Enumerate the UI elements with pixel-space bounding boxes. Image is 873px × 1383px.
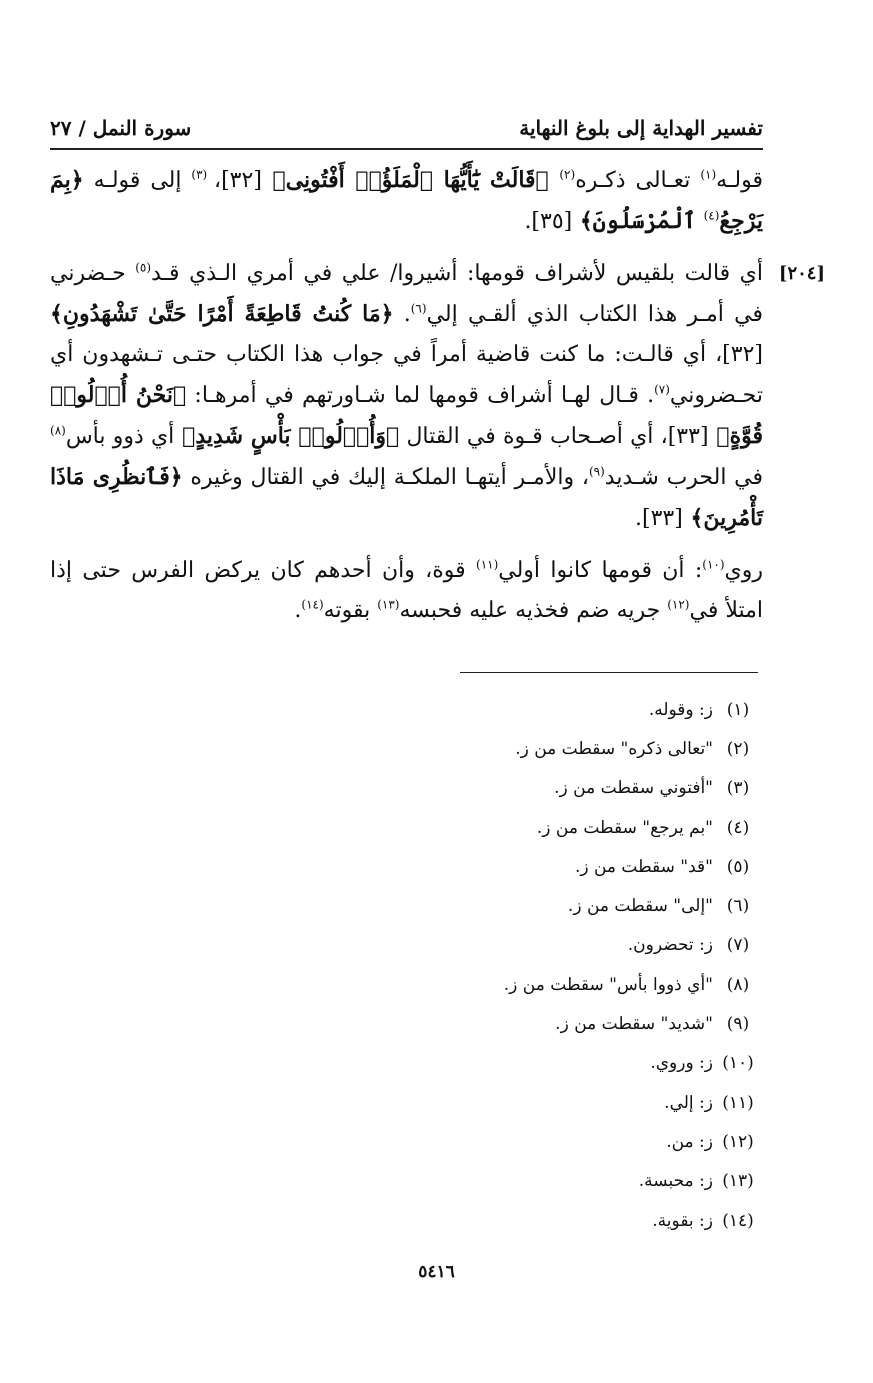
footnote-text: ز: تحضرون. — [627, 935, 713, 956]
text-span: إلى قولـه — [83, 168, 192, 193]
footnote-text: "أفتوني سقطت من ز. — [554, 778, 713, 799]
text-span: قوة، وأن أحدهم كان يركض الفرس حتى إذا امتلأ في — [50, 558, 763, 623]
footnote-text: ز: بقوية. — [652, 1210, 713, 1231]
quran-verse: ﴿قَالَتْ يَٰٓأَيُّهَا ٱلْمَلَؤُا۟ أَفْتُونِى﴾ — [261, 167, 560, 193]
footnote-number: (٣) — [726, 778, 750, 799]
footnotes-list — [343, 690, 763, 1240]
text-span: جريه ضم فخذيه عليه فحبسه — [399, 598, 668, 623]
footnote-marker: (١٢) — [667, 597, 690, 612]
footnote-number: (٥) — [726, 856, 750, 877]
footnote-number: (١٤) — [722, 1210, 754, 1231]
footnote-marker: (١١) — [476, 557, 499, 572]
text-span: . — [393, 302, 411, 327]
footnote-number: (١٠) — [722, 1053, 754, 1074]
paragraph — [50, 160, 763, 242]
footnote-text: "شديد" سقطت من ز. — [555, 1014, 713, 1035]
text-span: تعـالى ذكـره — [575, 168, 701, 193]
footnote-item — [343, 1083, 763, 1122]
footnote-text: ز: وروي. — [650, 1053, 713, 1074]
footnote-item — [343, 690, 763, 729]
text-span: [٣٣]. — [635, 506, 683, 531]
text-span: أي قالت بلقيس لأشراف قومها: أشيروا/ علي في أمري الـذي قـد — [151, 261, 763, 286]
footnote-number: (٧) — [726, 935, 750, 956]
footnote-marker: (٨) — [50, 423, 66, 438]
footnote-marker: (٧) — [654, 382, 670, 397]
footnote-item — [343, 729, 763, 768]
page-number: ٥٤١٦ — [418, 1262, 455, 1282]
footnote-number: (٦) — [726, 896, 750, 917]
manuscript-folio-ref: [٢٠٤] — [778, 263, 825, 284]
header-rule — [50, 148, 763, 150]
footnote-marker: (١٠) — [702, 557, 725, 572]
footnote-text: "إلى" سقطت من ز. — [567, 896, 713, 917]
footnote-item — [343, 1162, 763, 1201]
footnote-item — [343, 808, 763, 847]
main-text — [50, 160, 825, 643]
footnote-text: "بم يرجع" سقطت من ز. — [536, 817, 713, 838]
paragraph — [50, 254, 825, 539]
footnote-marker: (٥) — [135, 260, 152, 275]
footnote-marker: (١٣) — [377, 597, 400, 612]
text-span: [٣٣]، أي أصـحاب قـوة في القتال — [399, 424, 709, 449]
text-span: . قـال لهـا أشراف قومها لما شـاورتهم في أمرهـا: — [186, 383, 655, 408]
book-title: تفسير الهداية إلى بلوغ النهاية — [519, 116, 763, 140]
footnote-text: "تعالى ذكره" سقطت من ز. — [515, 738, 713, 759]
footnote-number: (١) — [726, 699, 750, 720]
footnote-number: (٩) — [726, 1014, 750, 1035]
footnote-item — [343, 886, 763, 925]
text-span: [٣٢]، — [213, 168, 262, 193]
surah-label: سورة النمل / ٢٧ — [50, 116, 192, 140]
text-span: أي ذوو بأس — [65, 424, 175, 449]
footnote-text: ز: وقوله. — [648, 699, 713, 720]
footnote-item — [343, 1122, 763, 1161]
footnote-marker: (٩) — [588, 464, 605, 479]
text-span: . — [294, 598, 302, 623]
footnote-number: (١١) — [722, 1092, 754, 1113]
running-header — [50, 96, 763, 140]
text-span: : أن قومها كانوا أولي — [498, 558, 703, 583]
footnote-text: ز: محبسة. — [638, 1171, 713, 1192]
footnote-marker: (١) — [700, 167, 717, 182]
footnote-marker: (٦) — [410, 301, 427, 316]
text-span: حـضرني في أمـر هذا الكتاب الذي ألقـي إلي — [50, 261, 763, 327]
footnote-number: (١٢) — [722, 1131, 754, 1152]
text-span: في الحرب شـديد — [604, 465, 763, 490]
footnote-number: (٨) — [726, 974, 750, 995]
footnote-item — [343, 1004, 763, 1043]
text-span: ، والأمـر أيتهـا الملكـة إليك في القتال وغيره — [182, 465, 589, 490]
footnote-marker: (٤) — [703, 208, 720, 223]
footnote-number: (٤) — [726, 817, 750, 838]
footnote-text: "قد" سقطت من ز. — [574, 856, 713, 877]
text-span: [٣٢]، أي قالـت: ما كنت قاضية أمراً في جواب هذا الكتاب حتـى تـشهدون أي تحـضروني — [50, 342, 763, 408]
footnote-item — [343, 847, 763, 886]
text-span: روي — [724, 558, 764, 583]
footnote-text: ز: إلي. — [664, 1092, 713, 1113]
quran-verse: ﴿فَٱنظُرِى مَاذَا تَأْمُرِينَ﴾ — [50, 464, 763, 531]
quran-verse: ﴿وَأُو۟لُوا۟ بَأْسٍ شَدِيدٍ﴾ — [174, 423, 400, 449]
quran-verse: ﴿بِمَ يَرْجِعُ — [50, 167, 763, 234]
footnote-item — [343, 769, 763, 808]
quran-verse: ٱلْمُرْسَلُونَ﴾ — [572, 208, 704, 234]
footnote-marker: (٢) — [559, 167, 576, 182]
footnote-separator — [460, 672, 758, 673]
quran-verse: ﴿نَحْنُ أُو۟لُوا۟ قُوَّةٍ﴾ — [50, 382, 764, 449]
text-span: [٣٥]. — [524, 209, 573, 234]
footnote-item — [343, 926, 763, 965]
text-span: بقوته — [323, 598, 378, 623]
footnote-marker: (٣) — [191, 167, 214, 182]
footnote-item — [343, 965, 763, 1004]
paragraph — [50, 551, 763, 631]
footnote-marker: (١٤) — [301, 597, 324, 612]
footnote-number: (١٣) — [722, 1171, 754, 1192]
footnote-text: "أي ذووا بأس" سقطت من ز. — [503, 974, 713, 995]
text-span: قولـه — [716, 168, 763, 193]
footnote-text: ز: من. — [666, 1131, 713, 1152]
quran-verse: ﴿مَا كُنتُ قَاطِعَةً أَمْرًا حَتَّىٰ تَشْهَدُونِ﴾ — [50, 301, 394, 327]
footnote-item — [343, 1201, 763, 1240]
footnote-item — [343, 1044, 763, 1083]
footnote-number: (٢) — [726, 738, 750, 759]
